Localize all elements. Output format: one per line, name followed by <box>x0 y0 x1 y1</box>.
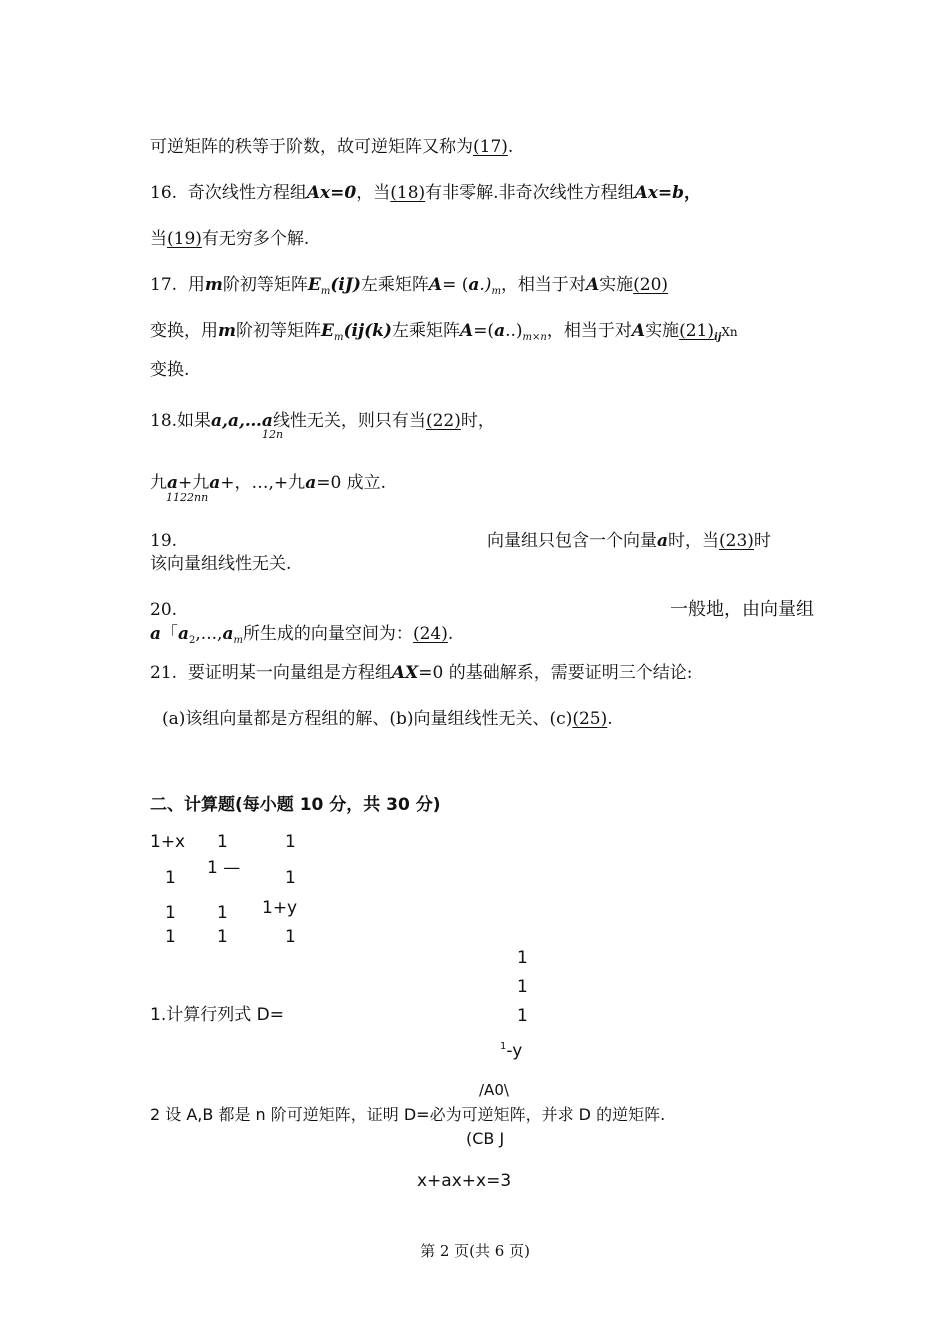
subscript: m <box>491 286 501 297</box>
variable: a <box>209 473 221 493</box>
question-20-line2 <box>150 624 453 651</box>
matrix-cell: 1 <box>165 927 176 947</box>
text: =( <box>473 321 495 341</box>
blank-25: (25) <box>572 709 608 729</box>
text: 变换，用 <box>150 321 218 341</box>
text: . <box>607 709 613 729</box>
text: ，当 <box>356 183 391 203</box>
variable: E <box>307 275 321 295</box>
variable: A <box>631 321 646 341</box>
text: ,..., <box>195 624 223 644</box>
variable: A <box>459 321 474 341</box>
problem-1: 1.计算行列式 D= <box>150 1005 284 1025</box>
text: 「 <box>161 624 179 644</box>
subscript: ij <box>713 332 722 343</box>
question-number: 18. <box>150 411 178 431</box>
blank-22: (22) <box>425 411 461 431</box>
matrix-cell: 1 — <box>207 858 241 878</box>
question-17 <box>150 275 668 302</box>
matrix-cell: 1 <box>285 832 296 852</box>
text: = ( <box>442 275 469 295</box>
blank-21: (21) <box>679 321 714 341</box>
question-18-line2 <box>150 473 386 493</box>
text: =0 的基础解系，需要证明三个结论: <box>418 663 693 683</box>
text: ，相当于对 <box>546 321 632 341</box>
text: 可逆矩阵的秩等于阶数，故可逆矩阵又称为 <box>150 137 473 157</box>
page-footer: 第 2 页(共 6 页) <box>420 1242 530 1260</box>
question-number: 16. <box>150 183 178 203</box>
variable: a <box>222 624 234 644</box>
variable: m <box>204 275 223 295</box>
variable: a <box>494 321 506 341</box>
question-19-number: 19. <box>150 531 178 551</box>
subscript: 2 <box>189 635 196 646</box>
text: ， <box>684 183 702 203</box>
variable: a <box>657 531 669 551</box>
subscript: m <box>333 332 344 343</box>
text: .) <box>479 275 492 295</box>
text: =0 成立. <box>316 473 387 493</box>
superscript: 1 <box>500 1041 507 1052</box>
equation: Ax=0 <box>306 183 357 203</box>
question-17-line3 <box>150 360 189 380</box>
matrix-cell: 1 <box>285 868 296 888</box>
text: 用 <box>187 275 205 295</box>
text: 左乘矩阵 <box>360 275 429 295</box>
matrix-cell: 1 <box>217 903 228 923</box>
question-18 <box>150 411 495 431</box>
text: 奇次线性方程组 <box>187 183 307 203</box>
question-number: 21. <box>150 663 178 683</box>
matrix-cell <box>500 1041 522 1061</box>
text: 当 <box>150 229 167 249</box>
subscript: m×n <box>522 332 547 343</box>
variable: a <box>305 473 317 493</box>
text: ，相当于对 <box>500 275 586 295</box>
text: 阶初等矩阵 <box>222 275 308 295</box>
text: . <box>447 624 454 644</box>
matrix-cell: 1 <box>517 948 528 968</box>
text: +九 <box>178 473 210 493</box>
variable: a <box>178 624 190 644</box>
text: 所生成的向量空间为： <box>242 624 413 644</box>
text: . <box>507 137 514 157</box>
matrix-cell: 1 <box>217 832 228 852</box>
variable: A <box>585 275 600 295</box>
variable: (iJ) <box>330 275 361 295</box>
problem-3-equation: x+ax+x=3 <box>417 1171 512 1191</box>
subscript: 12n <box>262 428 284 441</box>
matrix-cell: 1 <box>165 868 176 888</box>
equation: AX <box>391 663 419 683</box>
text: 要证明某一向量组是方程组 <box>187 663 392 683</box>
text: 变换. <box>150 360 190 380</box>
subscript: 1122nn <box>166 491 209 504</box>
variable: m <box>218 321 236 341</box>
blank-18: (18) <box>390 183 426 203</box>
text: 九 <box>150 473 167 493</box>
text: +，…,+九 <box>220 473 306 493</box>
text: 有非零解.非奇次线性方程组 <box>425 183 635 203</box>
text: 阶初等矩阵 <box>236 321 321 341</box>
blank-24: (24) <box>412 624 448 644</box>
matrix-cell: 1+x <box>150 832 186 852</box>
text: 如果 <box>177 411 212 431</box>
question-17-line2 <box>150 321 738 348</box>
blank-17: (17) <box>473 137 508 157</box>
question-21 <box>150 663 692 683</box>
text: Xn <box>721 325 738 339</box>
variable: A <box>428 275 443 295</box>
text: 线性无关，则只有当 <box>272 411 426 431</box>
matrix-cell: 1 <box>517 1006 528 1026</box>
variable: a <box>150 624 162 644</box>
equation: Ax=b <box>634 183 685 203</box>
variable: a <box>468 275 480 295</box>
matrix-cell: 1 <box>165 903 176 923</box>
matrix-cell: 1 <box>217 927 228 947</box>
text: 向量组只包含一个向量 <box>487 531 657 551</box>
matrix-bottom: (CB J <box>466 1129 505 1148</box>
text: 实施 <box>599 275 634 295</box>
text: 时，当 <box>668 531 720 551</box>
text: 时 <box>753 531 771 551</box>
variable: (ij(k) <box>343 321 392 341</box>
text: 时， <box>460 411 495 431</box>
vector-list: a,a,…a <box>211 411 273 431</box>
subscript: m <box>233 635 243 646</box>
text: 左乘矩阵 <box>391 321 460 341</box>
question-19 <box>487 531 771 551</box>
blank-23: (23) <box>719 531 754 551</box>
variable: a <box>167 473 179 493</box>
question-20-number: 20. <box>150 600 178 620</box>
text: ..) <box>505 321 523 341</box>
question-19-line2: 该向量组线性无关. <box>150 554 292 574</box>
question-number: 17. <box>150 275 178 295</box>
question-16-line2 <box>150 229 309 249</box>
blank-20: (20) <box>633 275 669 295</box>
matrix-cell: 1 <box>285 927 296 947</box>
matrix-cell: 1+y <box>262 898 298 918</box>
text: 有无穷多个解. <box>201 229 310 249</box>
text: 实施 <box>645 321 680 341</box>
question-20: 一般地，由向量组 <box>670 599 814 620</box>
text: (a)该组向量都是方程组的解、(b)向量组线性无关、(c) <box>162 709 573 729</box>
fill-blank-q15-tail <box>150 137 513 157</box>
blank-19: (19) <box>167 229 202 249</box>
section-heading: 二、计算题(每小题 10 分，共 30 分) <box>150 795 441 815</box>
question-16 <box>150 183 701 203</box>
matrix-top: /A0\ <box>479 1081 509 1099</box>
text: -y <box>506 1041 523 1061</box>
question-21-line2 <box>162 709 613 729</box>
matrix-cell: 1 <box>517 977 528 997</box>
problem-2: 2 设 A,B 都是 n 阶可逆矩阵，证明 D=必为可逆矩阵，并求 D 的逆矩阵. <box>150 1105 666 1124</box>
variable: E <box>321 321 334 341</box>
subscript: m <box>320 286 331 297</box>
